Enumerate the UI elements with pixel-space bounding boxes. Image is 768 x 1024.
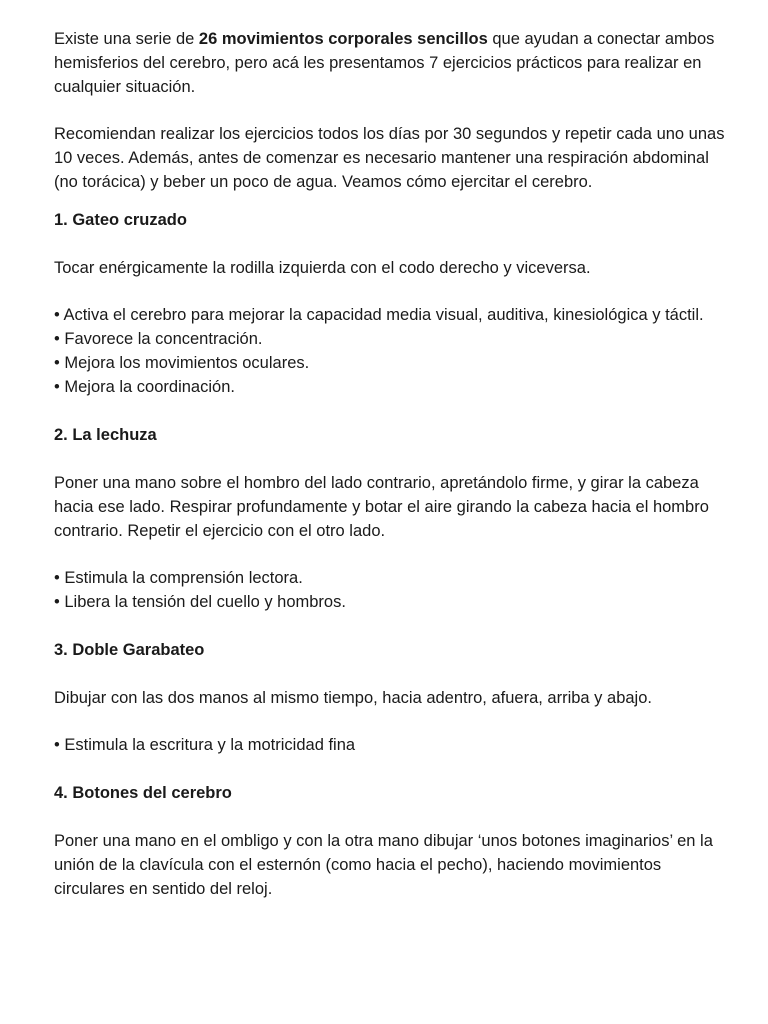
section-la-lechuza [54, 423, 728, 614]
section-gateo-cruzado [54, 208, 728, 399]
list-item: • Mejora la coordinación. [54, 378, 235, 396]
list-item: • Mejora los movimientos oculares. [54, 354, 310, 372]
list-item: • Libera la tensión del cuello y hombros. [54, 593, 346, 611]
intro-text-bold: 26 movimientos corporales sencillos [198, 30, 488, 48]
section-title: 4. Botones del cerebro [54, 784, 232, 802]
benefits-list [54, 303, 728, 399]
intro-text-before: Existe una serie de [54, 30, 199, 48]
list-item: • Estimula la escritura y la motricidad fina [54, 736, 356, 754]
list-item: • Favorece la concentración. [54, 330, 263, 348]
benefits-list [54, 733, 728, 757]
benefits-list [54, 566, 728, 614]
list-item: • Activa el cerebro para mejorar la capacidad media visual, auditiva, kinesiológica y táctil. [54, 306, 704, 324]
intro-paragraph-1 [54, 27, 728, 99]
intro-paragraph-2: Recomiendan realizar los ejercicios todos los días por 30 segundos y repetir cada uno unas 10 veces. Además, antes de comenzar es necesario mantener una respiración abdominal (no torácica) y beber un poco de agua. Veamos cómo ejercitar el cerebro. [54, 125, 725, 191]
section-title: 2. La lechuza [54, 426, 157, 444]
intro-text-after: que ayudan a conectar ambos hemisferios del cerebro, pero acá les presentamos 7 ejercicios prácticos para realizar en cualquier situación. [54, 30, 715, 96]
section-description: Tocar enérgicamente la rodilla izquierda con el codo derecho y viceversa. [54, 259, 591, 277]
section-title: 1. Gateo cruzado [54, 211, 187, 229]
section-botones-del-cerebro [54, 781, 728, 901]
section-description: Poner una mano en el ombligo y con la otra mano dibujar ‘unos botones imaginarios’ en la unión de la clavícula con el esternón (como hacia el pecho), haciendo movimientos circulares en sentido del reloj. [54, 832, 713, 898]
section-doble-garabateo [54, 638, 728, 757]
section-title: 3. Doble Garabateo [54, 641, 205, 659]
section-description: Poner una mano sobre el hombro del lado contrario, apretándolo firme, y girar la cabeza hacia ese lado. Respirar profundamente y botar el aire girando la cabeza hacia el hombro contrario. Repetir el ejercicio con el otro lado. [54, 474, 709, 540]
list-item: • Estimula la comprensión lectora. [54, 569, 303, 587]
section-description: Dibujar con las dos manos al mismo tiempo, hacia adentro, afuera, arriba y abajo. [54, 689, 652, 707]
